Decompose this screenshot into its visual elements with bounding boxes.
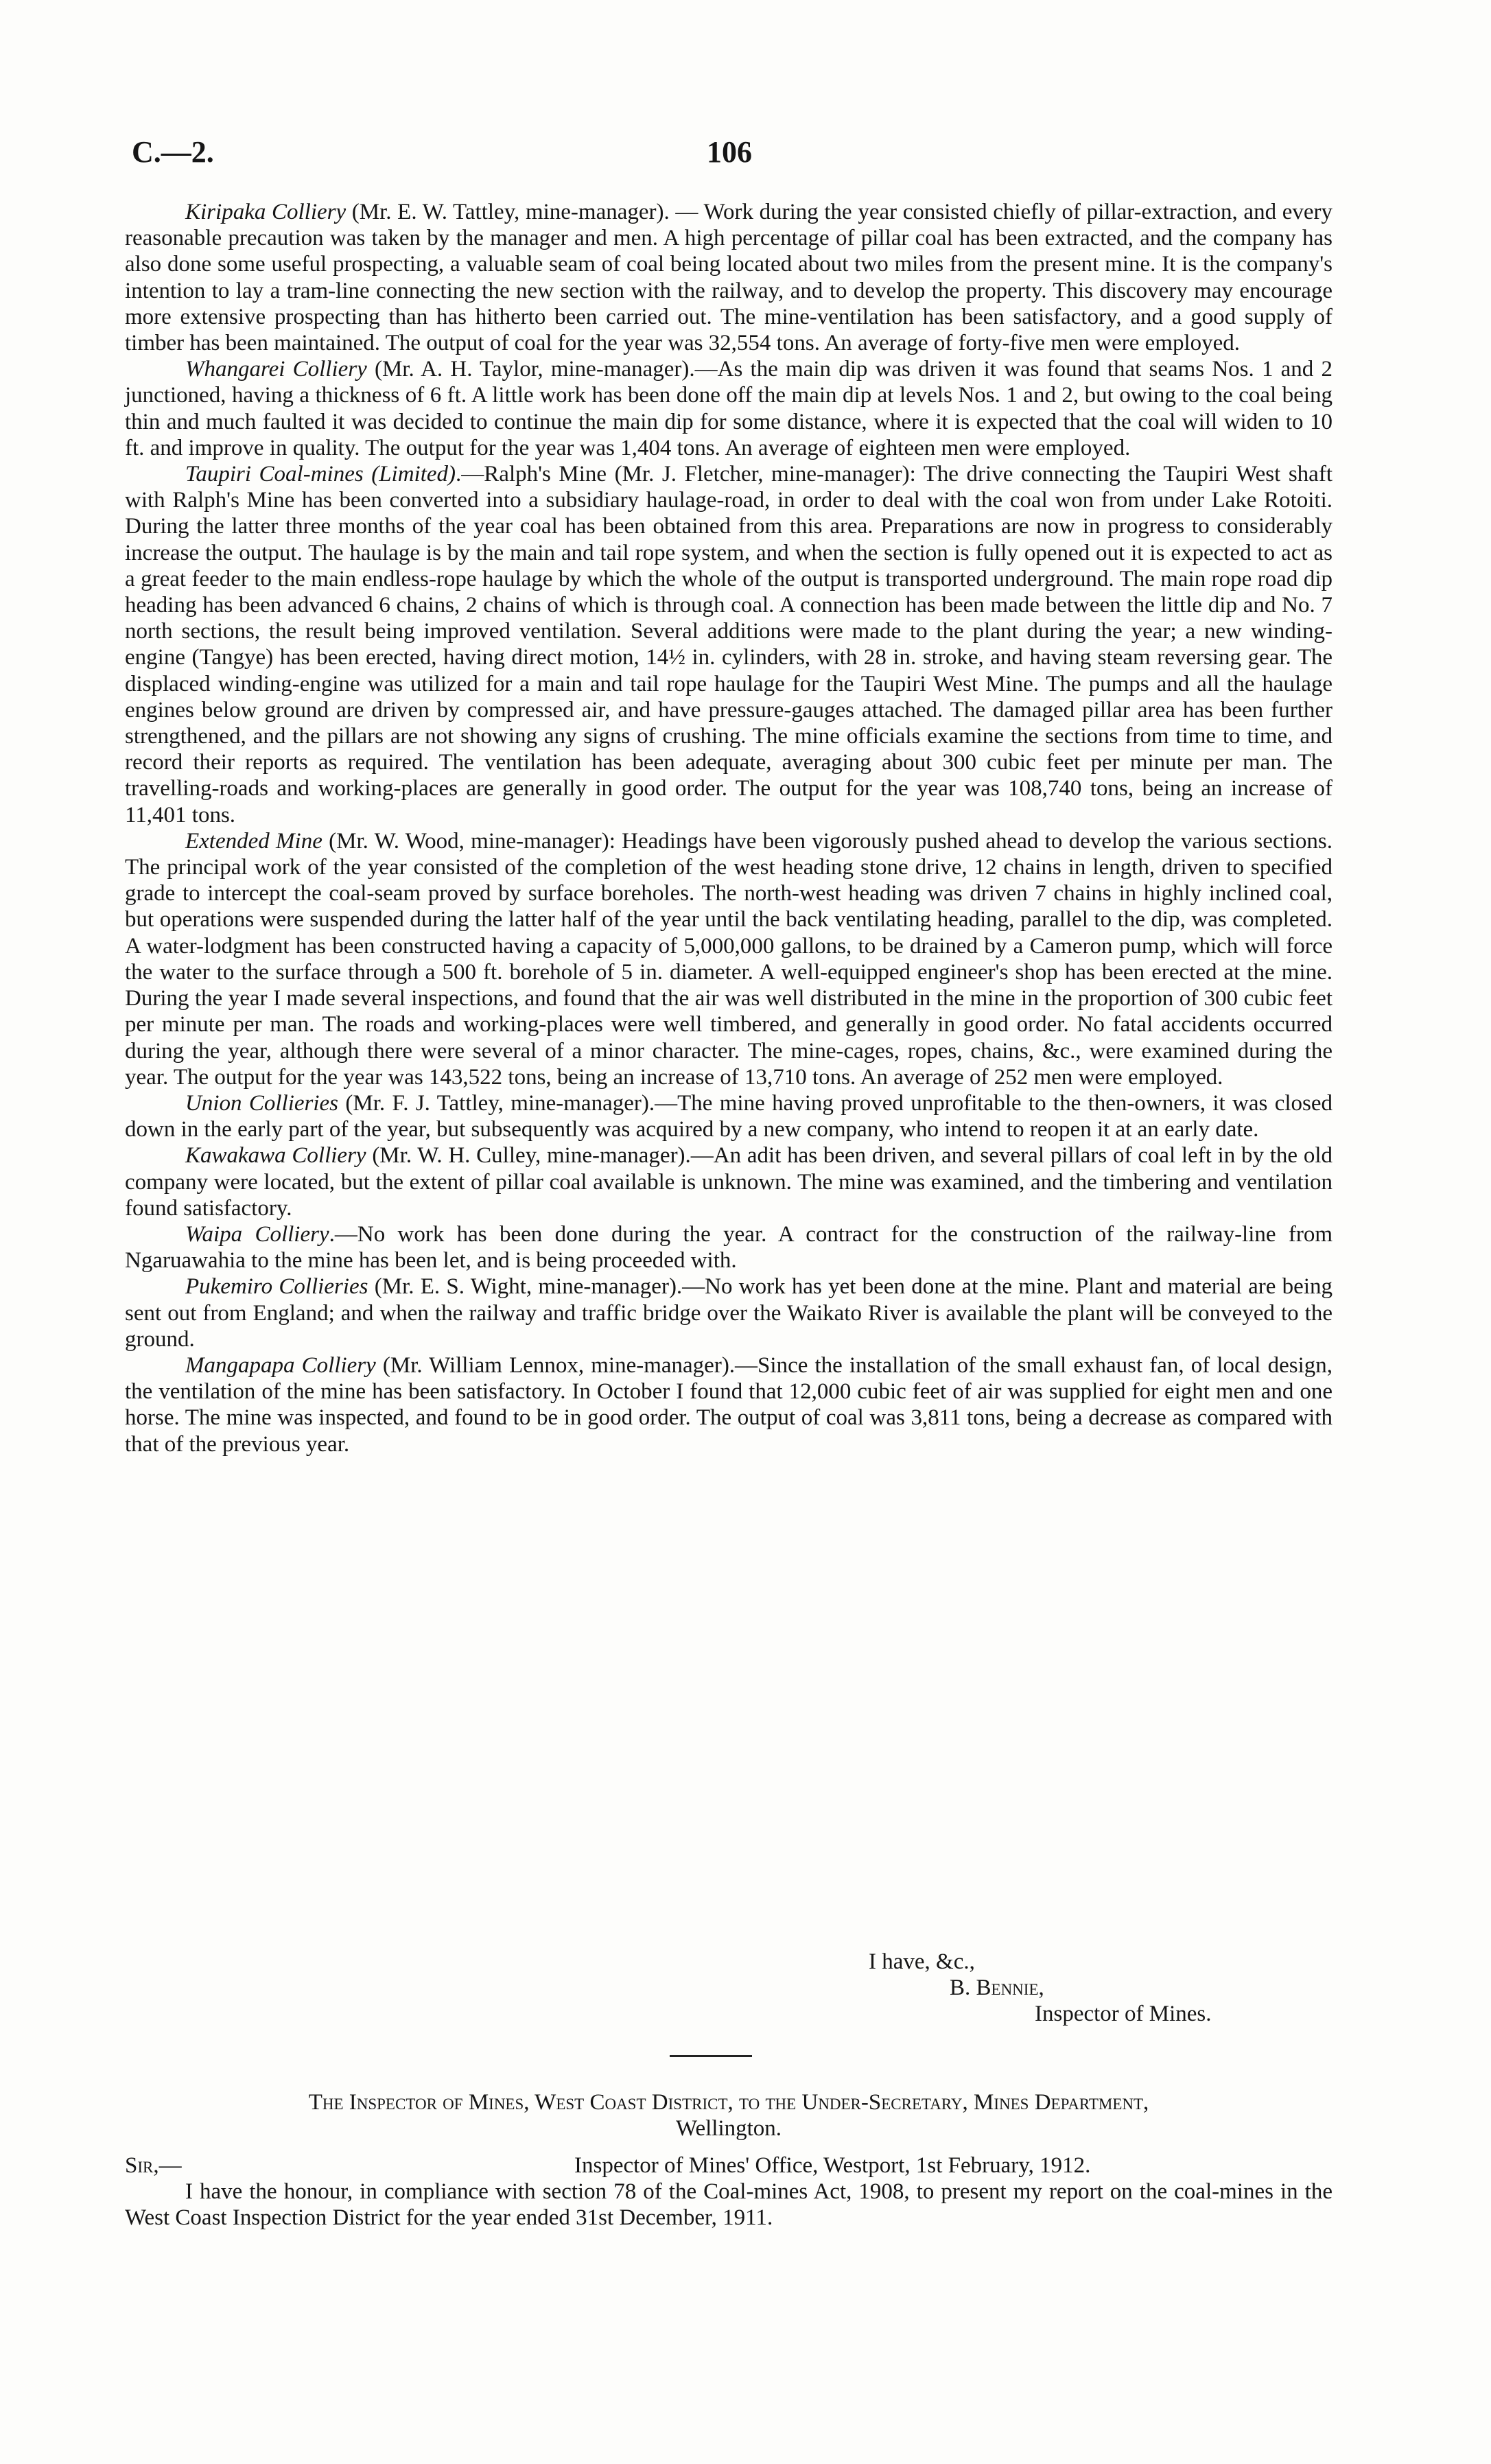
colliery-name: Mangapapa Colliery — [185, 1352, 376, 1378]
paragraph-mangapapa — [125, 1352, 1332, 1457]
salutation: Sir,— — [125, 2153, 182, 2178]
colliery-name: Whangarei Colliery — [185, 357, 367, 382]
paragraph-text: (Mr. W. Wood, mine-manager): Headings have been vigorously pushed ahead to develop the various sections. The principal work of the year consisted of the completion of the west heading stone drive, 12 chains in length, driven to specified grade to intercept the coal-seam proved by surface boreholes. The north-west heading was driven 7 chains in highly inclined coal, but operations were suspended during the latter half of the year until the back ventilating heading, parallel to the dip, was completed. A water-lodgment has been constructed having a capacity of 5,000,000 gallons, to be drained by a Cameron pump, which will force the water to the surface through a 500 ft. borehole of 5 in. diameter. A well-equipped engineer's shop has been erected at the mine. During the year I made several inspections, and found that the air was well distributed in the mine in the proportion of 300 cubic feet per minute per man. The roads and working-places were well timbered, and generally in good order. No fatal accidents occurred during the year, although there were several of a minor character. The mine-cages, ropes, chains, &c., were examined during the year. The output for the year was 143,522 tons, being an increase of 13,710 tons. An average of 252 men were employed. — [125, 828, 1332, 1090]
salutation-row — [125, 2152, 1332, 2179]
paragraph-text: (Mr. A. H. Taylor, mine-manager).—As the main dip was driven it was found that seams Nos. 1 and 2 junctioned, having a thickness of 6 ft. A little work has been done off the main dip at levels Nos. 1 and 2, but owing to the coal being thin and much faulted it was decided to continue the main dip for some distance, where it is expected that the coal will widen to 10 ft. and improve in quality. The output for the year was 1,404 tons. An average of eighteen men were employed. — [125, 357, 1333, 460]
paragraph-text: (Mr. E. S. Wight, mine-manager).—No work has yet been done at the mine. Plant and material are being sent out from England; and when the railway and traffic bridge over the Waikato River is available the plant will be conveyed to the ground. — [125, 1274, 1333, 1352]
paragraph-text: .—No work has been done during the year. A contract for the construction of the railway-line from Ngaruawahia to the mine has been let, and is being proceeded with. — [125, 1221, 1333, 1274]
colliery-name: Kawakawa Colliery — [185, 1143, 366, 1169]
paragraph-taupiri — [125, 461, 1332, 828]
colliery-name: Taupiri Coal-mines (Limited) — [185, 462, 456, 487]
section-divider — [670, 2055, 752, 2057]
document-reference: C.—2. — [132, 135, 214, 169]
paragraph-kawakawa — [125, 1142, 1332, 1221]
paragraph-union — [125, 1090, 1332, 1142]
signature-block — [125, 1949, 1332, 2027]
signatory-title: Inspector of Mines. — [1035, 2002, 1212, 2026]
colliery-name: Union Collieries — [185, 1090, 339, 1116]
paragraph-text: (Mr. E. W. Tattley, mine-manager). — Work during the year consisted chiefly of pillar-extraction, and every reasonable precaution was taken by the manager and men. A high percentage of pillar coal has been extracted, and the company has also done some useful prospecting, a valuable seam of coal being located about two miles from the present mine. It is the company's intention to lay a tram-line connecting the new section with the railway, and to develop the property. This discovery may encourage more extensive prospecting than has hitherto been carried out. The mine-ventilation has been satisfactory, and a good supply of timber has been maintained. The output of coal for the year was 32,554 tons. An average of forty-five men were employed. — [125, 200, 1332, 356]
report-body — [125, 199, 1332, 1457]
paragraph-text: (Mr. F. J. Tattley, mine-manager).—The mine having proved unprofitable to the then-owners, it was closed down in the early part of the year, but subsequently was acquired by a new company, who intend to reopen it at an early date. — [125, 1090, 1332, 1142]
letter-address: The Inspector of Mines, West Coast District, to the Under-Secretary, Mines Department, — [308, 2090, 1149, 2115]
paragraph-text: (Mr. W. H. Culley, mine-manager).—An adit has been driven, and several pillars of coal left in by the old company were located, but the extent of pillar coal available is unknown. The mine was examined, and the timbering and ventilation found satisfactory. — [125, 1143, 1332, 1221]
paragraph-whangarei — [125, 356, 1332, 461]
letter-section — [125, 2089, 1332, 2231]
letter-address-city: Wellington. — [675, 2116, 782, 2141]
paragraph-kiripaka — [125, 199, 1332, 356]
letter-intro: I have the honour, in compliance with section 78 of the Coal-mines Act, 1908, to present my report on the coal-mines in the West Coast Inspection District for the year ended 31st December, 1911. — [125, 2179, 1332, 2230]
paragraph-text: (Mr. William Lennox, mine-manager).—Since the installation of the small exhaust fan, of local design, the ventilation of the mine has been satisfactory. In October I found that 12,000 cubic feet of air was supplied for eight men and one horse. The mine was inspected, and found to be in good order. The output of coal was 3,811 tons, being a decrease as compared with that of the previous year. — [125, 1352, 1332, 1457]
paragraph-extended-mine — [125, 828, 1332, 1090]
colliery-name: Pukemiro Collieries — [185, 1274, 368, 1300]
page-number: 106 — [707, 135, 752, 169]
paragraph-pukemiro — [125, 1274, 1332, 1352]
colliery-name: Kiripaka Colliery — [185, 200, 347, 224]
signatory-name: B. Bennie, — [950, 1975, 1044, 2000]
dateline: Inspector of Mines' Office, Westport, 1st February, 1912. — [574, 2153, 1091, 2178]
closing: I have, &c., — [869, 1949, 975, 1974]
paragraph-waipa — [125, 1221, 1332, 1274]
colliery-name: Extended Mine — [185, 828, 322, 854]
colliery-name: Waipa Colliery — [185, 1221, 329, 1247]
paragraph-text: .—Ralph's Mine (Mr. J. Fletcher, mine-manager): The drive connecting the Taupiri West shaft with Ralph's Mine has been converted into a subsidiary haulage-road, in order to deal with the coal won from under Lake Rotoiti. During the latter three months of the year coal has been obtained from this area. Preparations are now in progress to considerably increase the output. The haulage is by the main and tail rope system, and when the section is fully opened out it is expected to act as a great feeder to the main endless-rope haulage by which the whole of the output is transported underground. The main rope road dip heading has been advanced 6 chains, 2 chains of which is through coal. A connection has been made between the little dip and No. 7 north sections, the result being improved ventilation. Several additions were made to the plant during the year; a new winding-engine (Tangye) has been erected, having direct motion, 14½ in. cylinders, with 28 in. stroke, and having steam reversing gear. The displaced winding-engine was utilized for a main and tail rope haulage for the Taupiri West Mine. The pumps and all the haulage engines below ground are driven by compressed air, and have pressure-gauges attached. The damaged pillar area has been further strengthened, and the pillars are not showing any signs of crushing. The mine officials examine the sections from time to time, and record their reports as required. The ventilation has been adequate, averaging about 300 cubic feet per minute per man. The travelling-roads and working-places are generally in good order. The output for the year was 108,740 tons, being an increase of 11,401 tons. — [125, 462, 1332, 828]
